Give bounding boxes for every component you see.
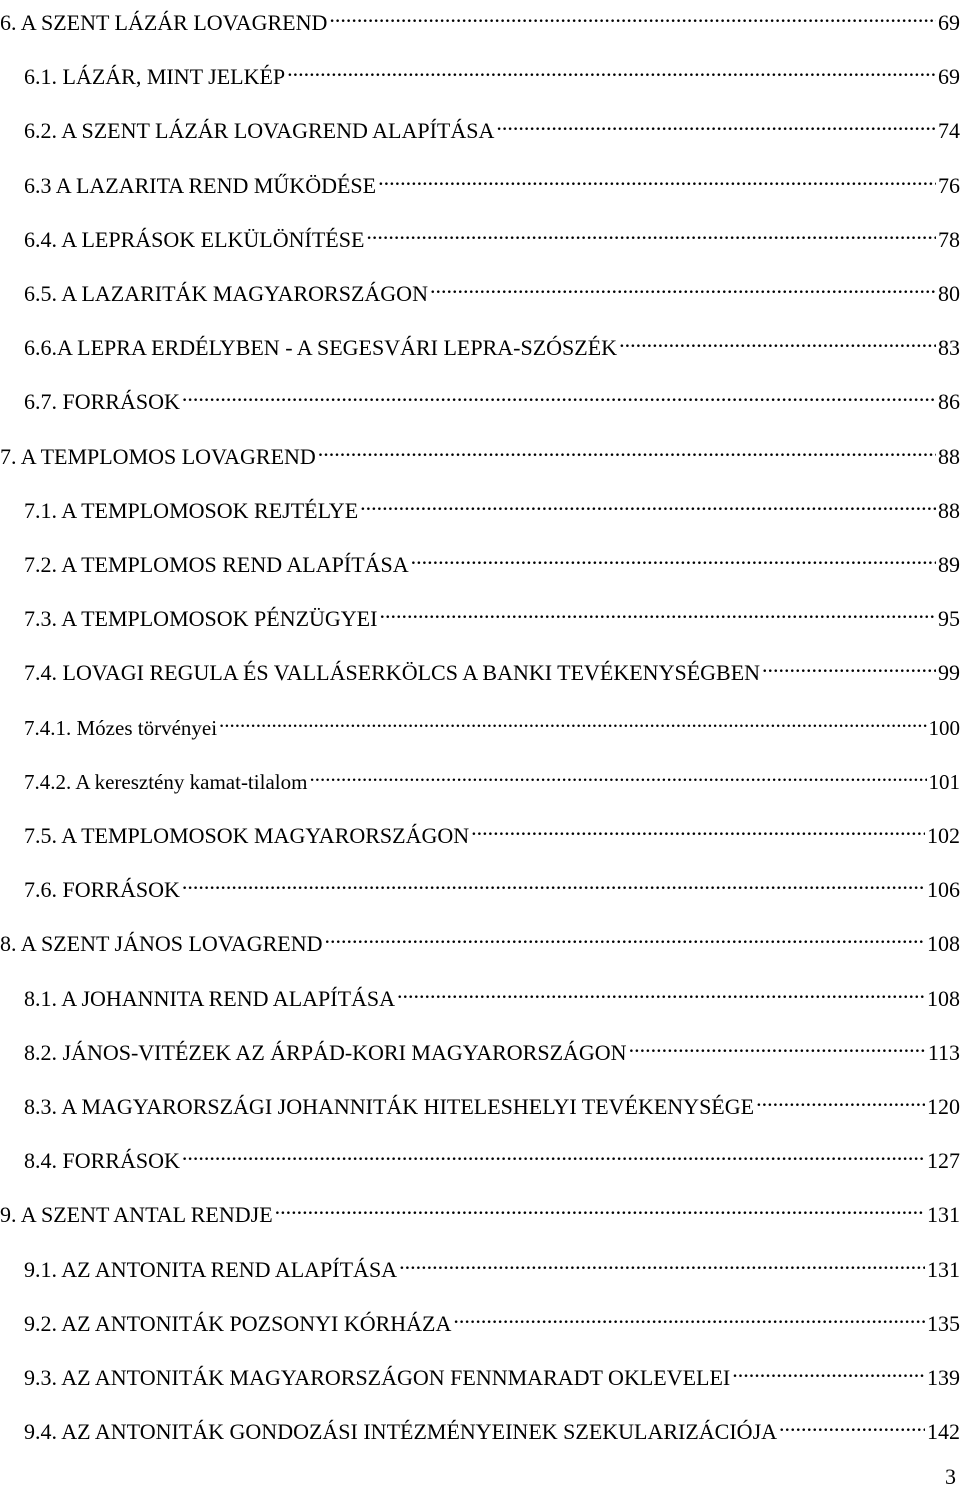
toc-entry[interactable]	[24, 1084, 960, 1119]
toc-entry-label: 7.1. A TEMPLOMOSOK REJTÉLYE	[24, 497, 359, 523]
toc-entry-page-number: 108	[927, 985, 960, 1011]
toc-entry-label: 8.1. A JOHANNITA REND ALAPÍTÁSA	[24, 985, 396, 1011]
dot-leader	[360, 488, 936, 518]
toc-entry[interactable]	[24, 759, 960, 794]
toc-entry-page-number: 100	[928, 715, 960, 740]
toc-entry-page-number: 76	[938, 172, 960, 198]
toc-entry-label: 7.4.2. A keresztény kamat-tilalom	[24, 769, 308, 794]
toc-entry-label: 7.3. A TEMPLOMOSOK PÉNZÜGYEI	[24, 606, 378, 632]
dot-leader	[411, 542, 936, 572]
page-number: 3	[945, 1464, 956, 1489]
dot-leader	[732, 1355, 925, 1385]
toc-entry[interactable]	[0, 0, 960, 35]
dot-leader	[779, 1409, 925, 1439]
toc-entry-label: 6.1. LÁZÁR, MINT JELKÉP	[24, 64, 286, 90]
toc-entry-page-number: 120	[927, 1094, 960, 1119]
toc-entry[interactable]	[24, 163, 960, 198]
toc-entry-page-number: 89	[938, 552, 960, 577]
toc-entry-label: 9.3. AZ ANTONITÁK MAGYARORSZÁGON FENNMARADT OKLEVELEI	[24, 1365, 731, 1390]
toc-entry-label: 7.4. LOVAGI REGULA ÉS VALLÁSERKÖLCS A BANKI TEVÉKENYSÉGBEN	[24, 660, 761, 686]
toc-entry[interactable]	[24, 325, 960, 361]
toc-entry-page-number: 106	[927, 877, 960, 903]
toc-entry-label: 9.4. AZ ANTONITÁK GONDOZÁSI INTÉZMÉNYEINEK SZEKULARIZÁCIÓJA	[24, 1419, 778, 1445]
toc-entry-label: 9.2. AZ ANTONITÁK POZSONYI KÓRHÁZA	[24, 1310, 452, 1336]
dot-leader	[756, 1084, 925, 1114]
dot-leader	[219, 705, 926, 735]
toc-entry[interactable]	[24, 867, 960, 903]
dot-leader	[379, 596, 936, 626]
toc-entry[interactable]	[24, 1355, 960, 1390]
toc-entry-label: 8.3. A MAGYARORSZÁGI JOHANNITÁK HITELESHELYI TEVÉKENYSÉGE	[24, 1094, 755, 1119]
toc-entry-label: 6.6.A LEPRA ERDÉLYBEN - A SEGESVÁRI LEPRA-SZÓSZÉK	[24, 335, 618, 361]
toc-entry-page-number: 131	[927, 1202, 960, 1228]
toc-entry-label: 7.5. A TEMPLOMOSOK MAGYARORSZÁGON	[24, 823, 470, 848]
dot-leader	[430, 271, 936, 301]
toc-entry[interactable]	[24, 54, 960, 90]
toc-entry-page-number: 108	[927, 931, 960, 957]
toc-entry[interactable]	[24, 488, 960, 523]
toc-entry-page-number: 99	[938, 660, 960, 686]
toc-entry-label: 6.2. A SZENT LÁZÁR LOVAGREND ALAPÍTÁSA	[24, 118, 495, 144]
toc-entry[interactable]	[0, 921, 960, 957]
toc-entry[interactable]	[24, 1030, 960, 1065]
dot-leader	[182, 1138, 925, 1168]
dot-leader	[629, 1030, 926, 1060]
dot-leader	[287, 54, 936, 84]
toc-entry-label: 8.4. FORRÁSOK	[24, 1148, 180, 1174]
toc-entry[interactable]	[24, 650, 960, 686]
toc-entry-label: 7. A TEMPLOMOS LOVAGREND	[0, 443, 316, 469]
dot-leader	[453, 1301, 925, 1331]
toc-entry-label: 6.3 A LAZARITA REND MŰKÖDÉSE	[24, 172, 377, 198]
toc-entry[interactable]	[24, 976, 960, 1011]
toc-entry-label: 8. A SZENT JÁNOS LOVAGREND	[0, 931, 323, 957]
dot-leader	[366, 217, 936, 247]
toc-entry-label: 6.5. A LAZARITÁK MAGYARORSZÁGON	[24, 281, 428, 306]
toc-entry-page-number: 86	[938, 389, 960, 415]
toc-entry-label: 7.6. FORRÁSOK	[24, 877, 180, 903]
toc-entry-label: 7.4.1. Mózes törvényei	[24, 715, 218, 740]
toc-entry[interactable]	[24, 379, 960, 415]
toc-entry-label: 6.4. A LEPRÁSOK ELKÜLÖNÍTÉSE	[24, 226, 365, 252]
toc-entry[interactable]	[24, 217, 960, 252]
toc-entry-label: 9. A SZENT ANTAL RENDJE	[0, 1202, 273, 1228]
toc-entry[interactable]	[24, 1138, 960, 1174]
toc-entry-page-number: 101	[928, 769, 960, 794]
toc-entry-page-number: 131	[927, 1256, 960, 1282]
dot-leader	[325, 921, 925, 951]
toc-entry-page-number: 69	[938, 64, 960, 90]
toc-entry[interactable]	[24, 1301, 960, 1336]
toc-entry[interactable]	[24, 1247, 960, 1282]
dot-leader	[182, 867, 925, 897]
dot-leader	[762, 650, 936, 680]
dot-leader	[309, 759, 926, 789]
toc-entry[interactable]	[24, 1409, 960, 1445]
toc-entry-page-number: 78	[938, 226, 960, 252]
toc-entry-page-number: 69	[938, 10, 960, 35]
dot-leader	[275, 1192, 925, 1222]
dot-leader	[471, 813, 925, 843]
dot-leader	[496, 108, 936, 138]
toc-entry-label: 6. A SZENT LÁZÁR LOVAGREND	[0, 10, 328, 35]
toc-entry[interactable]	[24, 813, 960, 848]
toc-entry[interactable]	[0, 1192, 960, 1228]
toc-entry-page-number: 139	[927, 1365, 960, 1390]
toc-entry-page-number: 142	[927, 1419, 960, 1445]
dot-leader	[397, 976, 925, 1006]
toc-entry-page-number: 74	[938, 118, 960, 144]
toc-entry[interactable]	[24, 596, 960, 632]
toc-entry[interactable]	[24, 271, 960, 306]
toc-entry-page-number: 102	[927, 823, 960, 848]
toc-entry-page-number: 88	[938, 443, 960, 469]
toc-entry-page-number: 95	[938, 606, 960, 632]
dot-leader	[182, 379, 936, 409]
toc-entry-page-number: 113	[927, 1039, 960, 1065]
toc-entry[interactable]	[24, 108, 960, 144]
toc-entry[interactable]	[0, 434, 960, 469]
dot-leader	[378, 163, 936, 193]
toc-entry-page-number: 88	[938, 497, 960, 523]
toc-entry[interactable]	[24, 705, 960, 740]
dot-leader	[619, 325, 936, 355]
toc-entry-label: 7.2. A TEMPLOMOS REND ALAPÍTÁSA	[24, 552, 409, 577]
toc-entry-page-number: 127	[927, 1148, 960, 1174]
dot-leader	[399, 1247, 925, 1277]
toc-entry-page-number: 80	[938, 281, 960, 306]
toc-entry[interactable]	[24, 542, 960, 577]
toc-entry-page-number: 135	[927, 1310, 960, 1336]
toc-entry-label: 6.7. FORRÁSOK	[24, 389, 180, 415]
toc-entry-page-number: 83	[938, 335, 960, 361]
dot-leader	[329, 0, 936, 30]
dot-leader	[318, 434, 936, 464]
toc-entry-label: 8.2. JÁNOS-VITÉZEK AZ ÁRPÁD-KORI MAGYARORSZÁGON	[24, 1039, 627, 1065]
toc-entry-label: 9.1. AZ ANTONITA REND ALAPÍTÁSA	[24, 1256, 398, 1282]
